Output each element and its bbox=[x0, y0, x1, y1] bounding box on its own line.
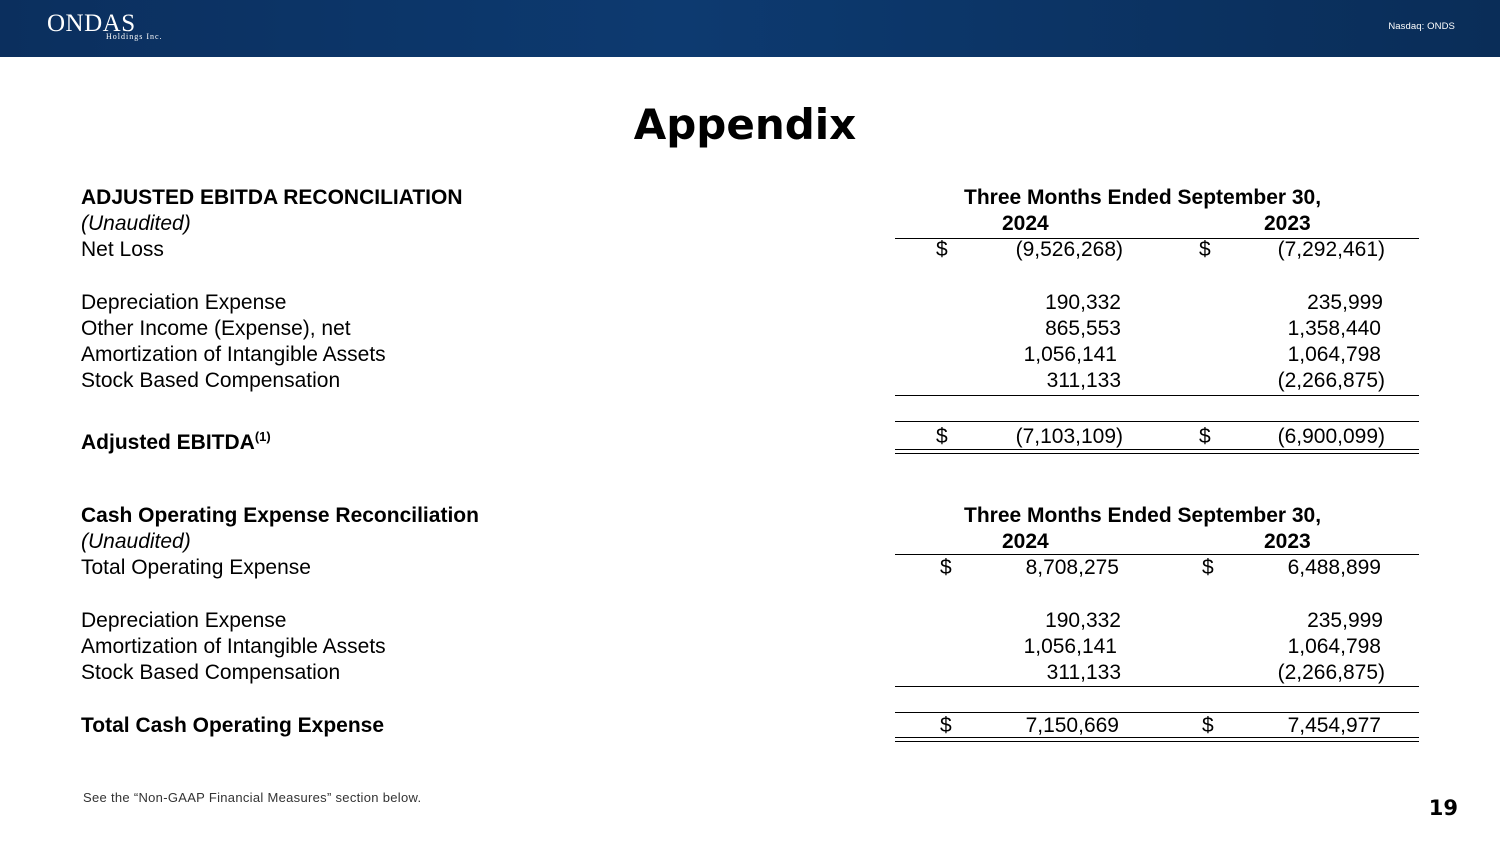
table-row bbox=[0, 237, 1500, 263]
value-2024: (9,526,268) bbox=[1015, 238, 1123, 261]
row-label: Depreciation Expense bbox=[81, 609, 287, 632]
total-label-text: Adjusted EBITDA bbox=[81, 431, 255, 454]
cash-opex-table-title: Cash Operating Expense Reconciliation bbox=[81, 504, 479, 527]
page-title: Appendix bbox=[633, 100, 857, 149]
cash-opex-unaudited-label: (Unaudited) bbox=[81, 530, 191, 553]
ebitda-year-2024: 2024 bbox=[1002, 212, 1049, 235]
row-label: Other Income (Expense), net bbox=[81, 317, 351, 340]
cash-opex-year-2023: 2023 bbox=[1264, 530, 1311, 553]
currency-symbol: $ bbox=[1199, 425, 1211, 448]
value-2024: 1,056,141 bbox=[1023, 343, 1117, 366]
header-bar bbox=[0, 0, 1500, 57]
logo-wordmark: ONDAS bbox=[47, 10, 136, 37]
total-2024: (7,103,109) bbox=[1015, 425, 1123, 448]
row-label: Amortization of Intangible Assets bbox=[81, 635, 386, 658]
total-label: Total Cash Operating Expense bbox=[81, 714, 385, 737]
total-double-rule bbox=[895, 449, 1419, 454]
value-2024: 865,553 bbox=[1045, 317, 1121, 340]
table-row bbox=[0, 290, 1500, 316]
value-2023: 1,064,798 bbox=[1287, 343, 1381, 366]
currency-symbol: $ bbox=[1199, 238, 1211, 261]
value-2023: 235,999 bbox=[1307, 609, 1383, 632]
page-number: 19 bbox=[1428, 796, 1458, 820]
currency-symbol: $ bbox=[1202, 556, 1214, 579]
table-row bbox=[0, 316, 1500, 342]
currency-symbol: $ bbox=[936, 425, 948, 448]
row-label: Total Operating Expense bbox=[81, 556, 311, 579]
value-2023: 6,488,899 bbox=[1287, 556, 1381, 579]
value-2024: 1,056,141 bbox=[1023, 635, 1117, 658]
table-row bbox=[0, 368, 1500, 394]
ebitda-year-2023: 2023 bbox=[1264, 212, 1311, 235]
value-2024: 190,332 bbox=[1045, 609, 1121, 632]
table-row bbox=[0, 660, 1500, 686]
value-2023: (2,266,875) bbox=[1277, 369, 1385, 392]
value-2023: 235,999 bbox=[1307, 291, 1383, 314]
company-logo bbox=[47, 10, 163, 41]
ebitda-period-header: Three Months Ended September 30, bbox=[964, 186, 1322, 209]
value-2024: 190,332 bbox=[1045, 291, 1121, 314]
table-row-total bbox=[0, 713, 1500, 739]
row-label: Stock Based Compensation bbox=[81, 369, 341, 392]
table-row-total bbox=[0, 424, 1500, 454]
table-row bbox=[0, 634, 1500, 660]
currency-symbol: $ bbox=[1202, 714, 1214, 737]
footnote-marker: (1) bbox=[254, 429, 271, 444]
value-2023: 1,064,798 bbox=[1287, 635, 1381, 658]
stock-ticker: Nasdaq: ONDS bbox=[1388, 21, 1455, 32]
row-label: Amortization of Intangible Assets bbox=[81, 343, 386, 366]
currency-symbol: $ bbox=[936, 238, 948, 261]
row-label: Stock Based Compensation bbox=[81, 661, 341, 684]
currency-symbol: $ bbox=[940, 556, 952, 579]
currency-symbol: $ bbox=[940, 714, 952, 737]
cash-opex-year-2024: 2024 bbox=[1002, 530, 1049, 553]
logo-subtitle: Holdings Inc. bbox=[106, 32, 163, 41]
ebitda-table-title: ADJUSTED EBITDA RECONCILIATION bbox=[81, 186, 463, 209]
row-label: Depreciation Expense bbox=[81, 291, 287, 314]
total-label bbox=[81, 424, 271, 456]
value-2023: (7,292,461) bbox=[1277, 238, 1385, 261]
table-row bbox=[0, 555, 1500, 581]
value-2023: 1,358,440 bbox=[1287, 317, 1381, 340]
row-label: Net Loss bbox=[81, 238, 164, 261]
cash-opex-period-header: Three Months Ended September 30, bbox=[964, 504, 1322, 527]
value-2024: 8,708,275 bbox=[1025, 556, 1119, 579]
total-double-rule bbox=[895, 737, 1419, 742]
footnote: See the “Non-GAAP Financial Measures” section below. bbox=[83, 790, 422, 805]
value-2024: 311,133 bbox=[1046, 369, 1121, 392]
table-row bbox=[0, 608, 1500, 634]
value-2024: 311,133 bbox=[1046, 661, 1121, 684]
total-top-rule bbox=[895, 421, 1419, 422]
value-2023: (2,266,875) bbox=[1277, 661, 1385, 684]
total-2024: 7,150,669 bbox=[1025, 714, 1119, 737]
subtotal-rule bbox=[895, 395, 1419, 396]
table-row bbox=[0, 342, 1500, 368]
total-2023: (6,900,099) bbox=[1277, 425, 1385, 448]
subtotal-rule bbox=[895, 686, 1419, 687]
total-2023: 7,454,977 bbox=[1287, 714, 1381, 737]
ebitda-unaudited-label: (Unaudited) bbox=[81, 212, 191, 235]
